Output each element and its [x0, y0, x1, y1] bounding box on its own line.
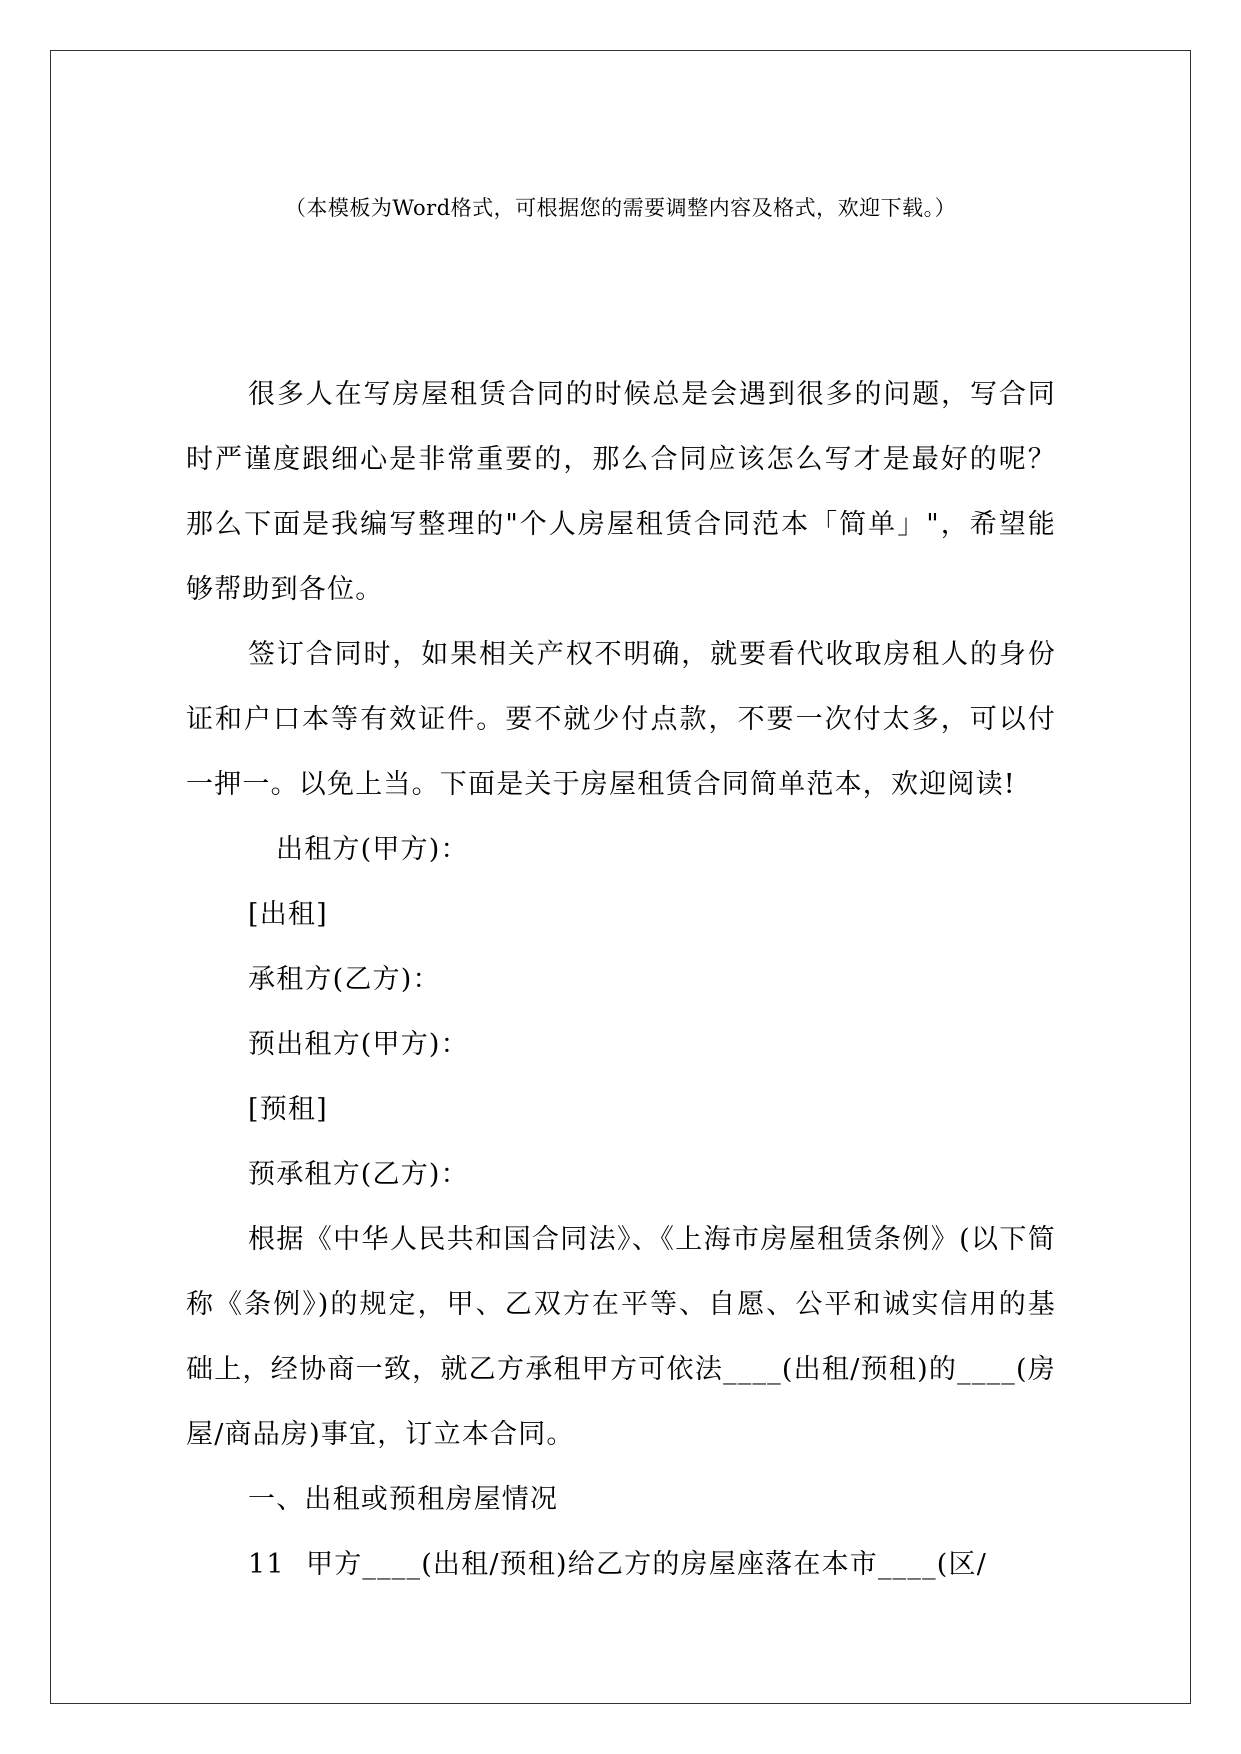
intro-paragraph-2: 签订合同时，如果相关产权不明确，就要看代收取房租人的身份证和户口本等有效证件。要不就少付点款，不要一次付太多，可以付一押一。以免上当。下面是关于房屋租赁合同简单范本，欢迎阅读!: [186, 639, 1056, 800]
pre-lease-tag: [预租]: [248, 1094, 328, 1125]
pre-lessor-line: 预出租方(甲方)：: [248, 1029, 469, 1060]
clause-text: 甲方____(出租/预租)给乙方的房屋座落在本市____(区/: [306, 1549, 987, 1580]
clause-number: 11: [248, 1549, 285, 1580]
document-body: [186, 362, 1056, 1597]
intro-paragraph-1: 很多人在写房屋租赁合同的时候总是会遇到很多的问题，写合同时严谨度跟细心是非常重要的，那么合同应该怎么写才是最好的呢？那么下面是我编写整理的"个人房屋租赁合同范本「简单」"，希望能够帮助到各位。: [186, 379, 1056, 605]
template-note: （本模板为Word格式，可根据您的需要调整内容及格式，欢迎下载。）: [284, 196, 957, 220]
lessor-line: 出租方(甲方)：: [276, 834, 469, 865]
clause-1-1: [186, 1532, 1056, 1597]
legal-basis-paragraph: 根据《中华人民共和国合同法》、《上海市房屋租赁条例》(以下简称《条例》)的规定，甲、乙双方在平等、自愿、公平和诚实信用的基础上，经协商一致，就乙方承租甲方可依法____(出租/预租)的____(房屋/商品房)事宜，订立本合同。: [186, 1224, 1056, 1450]
section-1-title: 一、出租或预租房屋情况: [248, 1484, 559, 1515]
lessee-line: 承租方(乙方)：: [248, 964, 441, 995]
pre-lessee-line: 预承租方(乙方)：: [248, 1159, 469, 1190]
lease-tag: [出租]: [248, 899, 328, 930]
